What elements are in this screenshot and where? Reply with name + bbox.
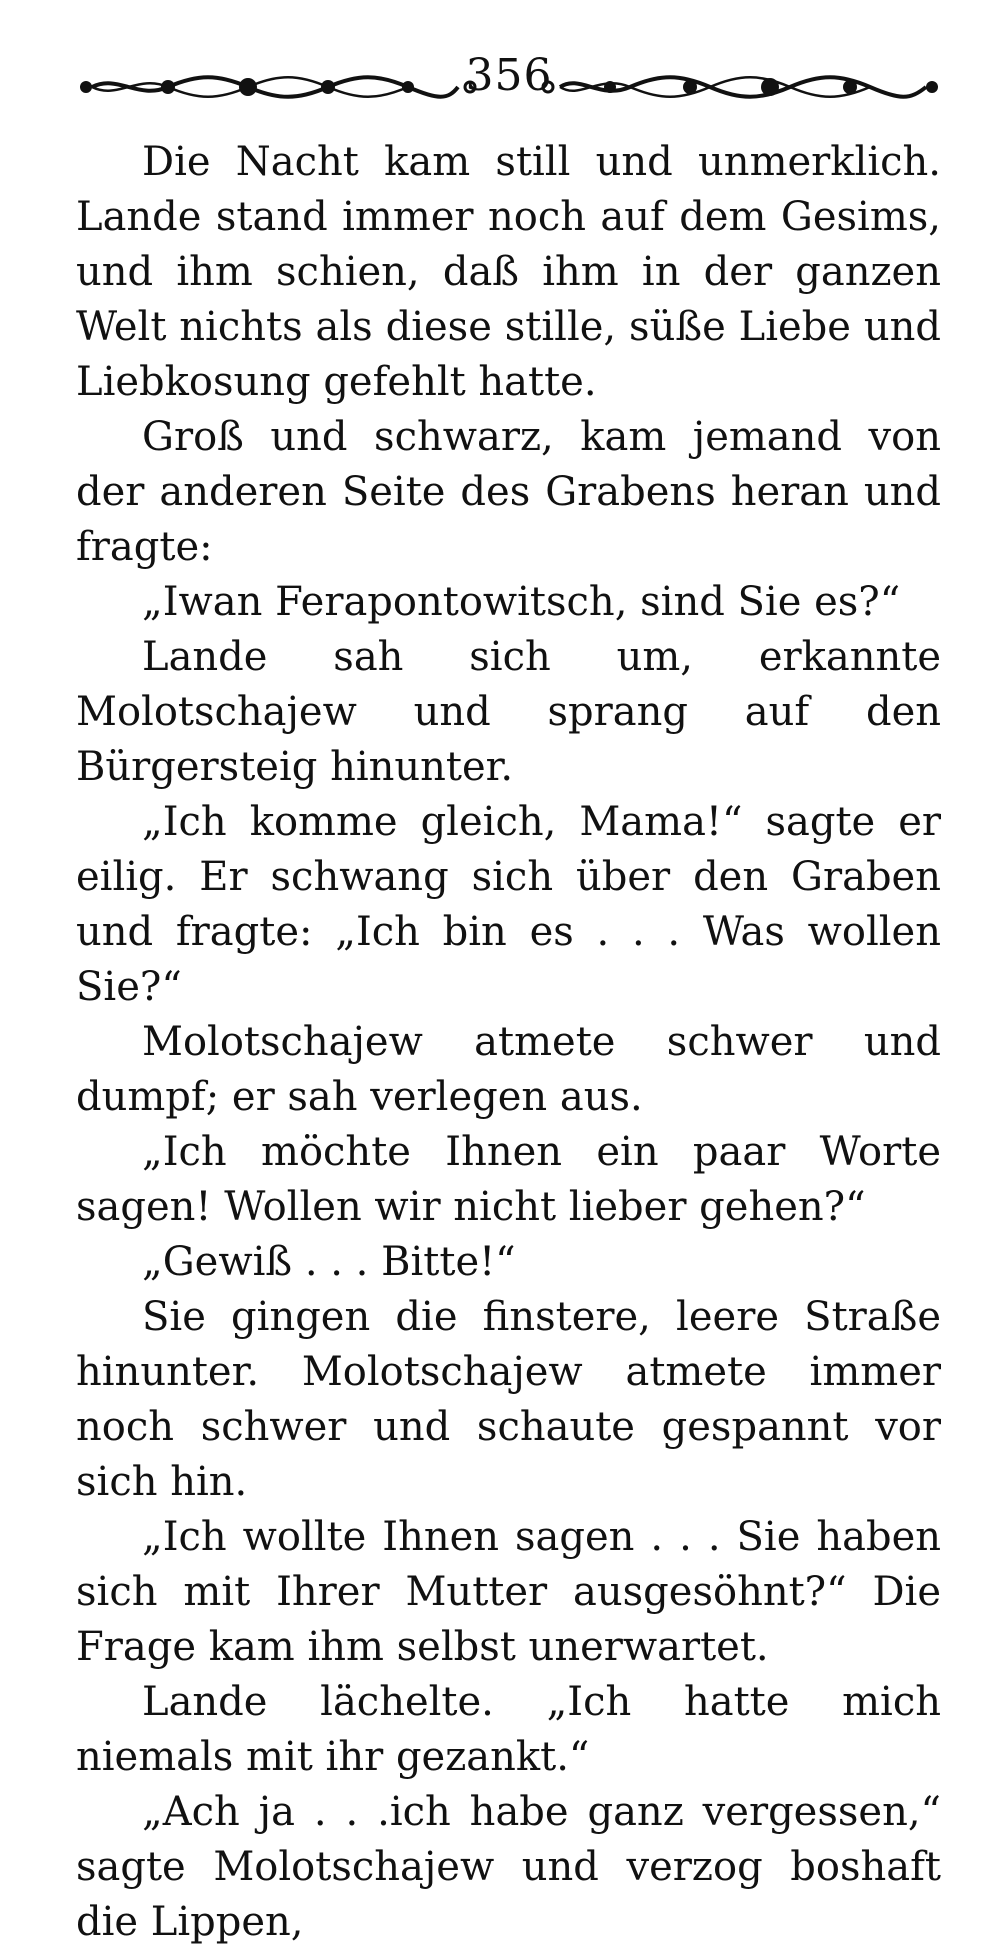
page-header xyxy=(78,48,940,118)
paragraph: Molotschajew atmete schwer und dumpf; er sah verlegen aus. xyxy=(76,1019,941,1120)
paragraph: Lande sah sich um, erkannte Molotschajew und sprang auf den Bürgersteig hinunter. xyxy=(76,634,941,790)
paragraph: „Ich komme gleich, Mama!“ sagte er eilig. Er schwang sich über den Graben und fragte: „Ich bin es . . . Was wollen Sie?“ xyxy=(76,799,941,1010)
paragraph: Sie gingen die finstere, leere Straße hinunter. Molotschajew atmete immer noch schwer und schaute gespannt vor sich hin. xyxy=(76,1294,941,1505)
paragraph: „Ich möchte Ihnen ein paar Worte sagen! Wollen wir nicht lieber gehen?“ xyxy=(76,1129,941,1230)
page-body-text xyxy=(76,135,941,1950)
page-number: 356 xyxy=(465,50,553,101)
paragraph: Groß und schwarz, kam jemand von der anderen Seite des Grabens heran und fragte: xyxy=(76,414,941,570)
paragraph: „Ach ja . . .ich habe ganz vergessen,“ sagte Molotschajew und verzog boshaft die Lippen, xyxy=(76,1789,941,1945)
paragraph: „Iwan Ferapontowitsch, sind Sie es?“ xyxy=(142,579,901,625)
ornament-right-icon xyxy=(540,70,940,104)
paragraph: Lande lächelte. „Ich hatte mich niemals mit ihr gezankt.“ xyxy=(76,1679,941,1780)
paragraph: „Gewiß . . . Bitte!“ xyxy=(142,1239,516,1285)
paragraph: Die Nacht kam still und unmerklich. Lande stand immer noch auf dem Gesims, und ihm schien, daß ihm in der ganzen Welt nichts als diese stille, süße Liebe und Liebkosung gefehlt hatte. xyxy=(76,139,941,405)
paragraph: „Ich wollte Ihnen sagen . . . Sie haben sich mit Ihrer Mutter ausgesöhnt?“ Die Frage kam ihm selbst unerwartet. xyxy=(76,1514,941,1670)
